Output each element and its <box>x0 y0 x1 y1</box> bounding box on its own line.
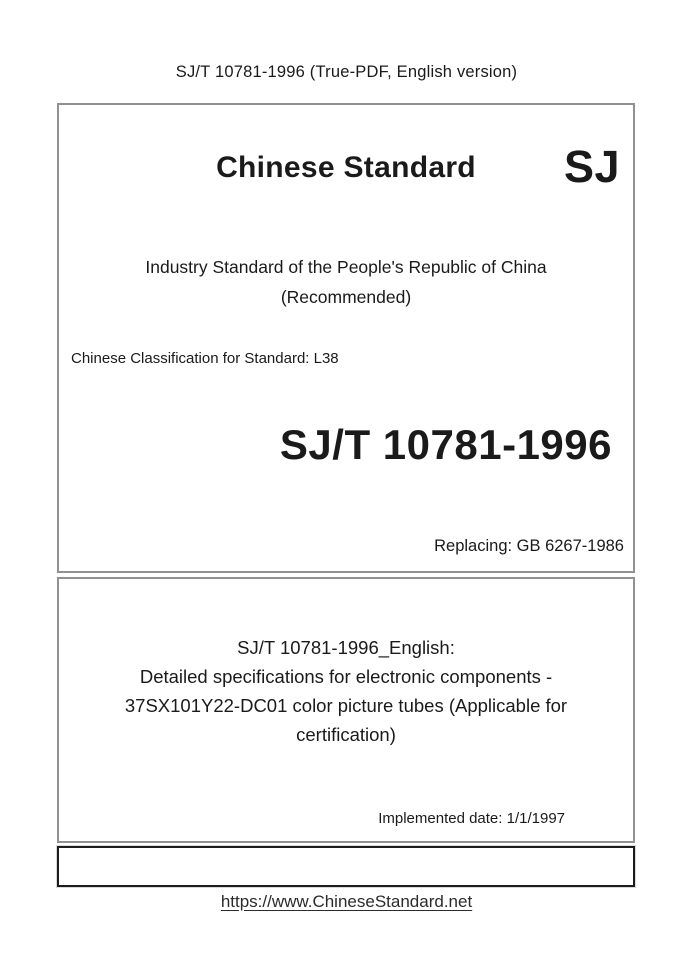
empty-box <box>57 846 635 887</box>
document-header-title: SJ/T 10781-1996 (True-PDF, English version) <box>175 63 518 81</box>
document-footer <box>0 892 693 912</box>
implemented-date: Implemented date: 1/1/1997 <box>378 810 565 827</box>
sj-logo: SJ <box>563 141 620 192</box>
cover-title: Chinese Standard <box>216 151 476 184</box>
details-box <box>57 577 635 843</box>
cover-subtitle-line2: (Recommended) <box>280 287 412 307</box>
english-title-line4: certification) <box>296 724 396 745</box>
classification-text: Chinese Classification for Standard: L38 <box>71 350 339 367</box>
english-title <box>59 633 633 749</box>
cover-box <box>57 103 635 573</box>
standard-number: SJ/T 10781-1996 <box>279 421 612 468</box>
english-title-line2: Detailed specifications for electronic components - <box>139 666 553 687</box>
english-title-line1: SJ/T 10781-1996_English: <box>237 637 455 658</box>
english-title-line3: 37SX101Y22-DC01 color picture tubes (Applicable for <box>124 695 568 716</box>
cover-subtitle-line1: Industry Standard of the People's Republic of China <box>145 257 547 277</box>
replacing-text: Replacing: GB 6267-1986 <box>434 537 624 555</box>
website-link[interactable]: https://www.ChineseStandard.net <box>220 892 473 911</box>
